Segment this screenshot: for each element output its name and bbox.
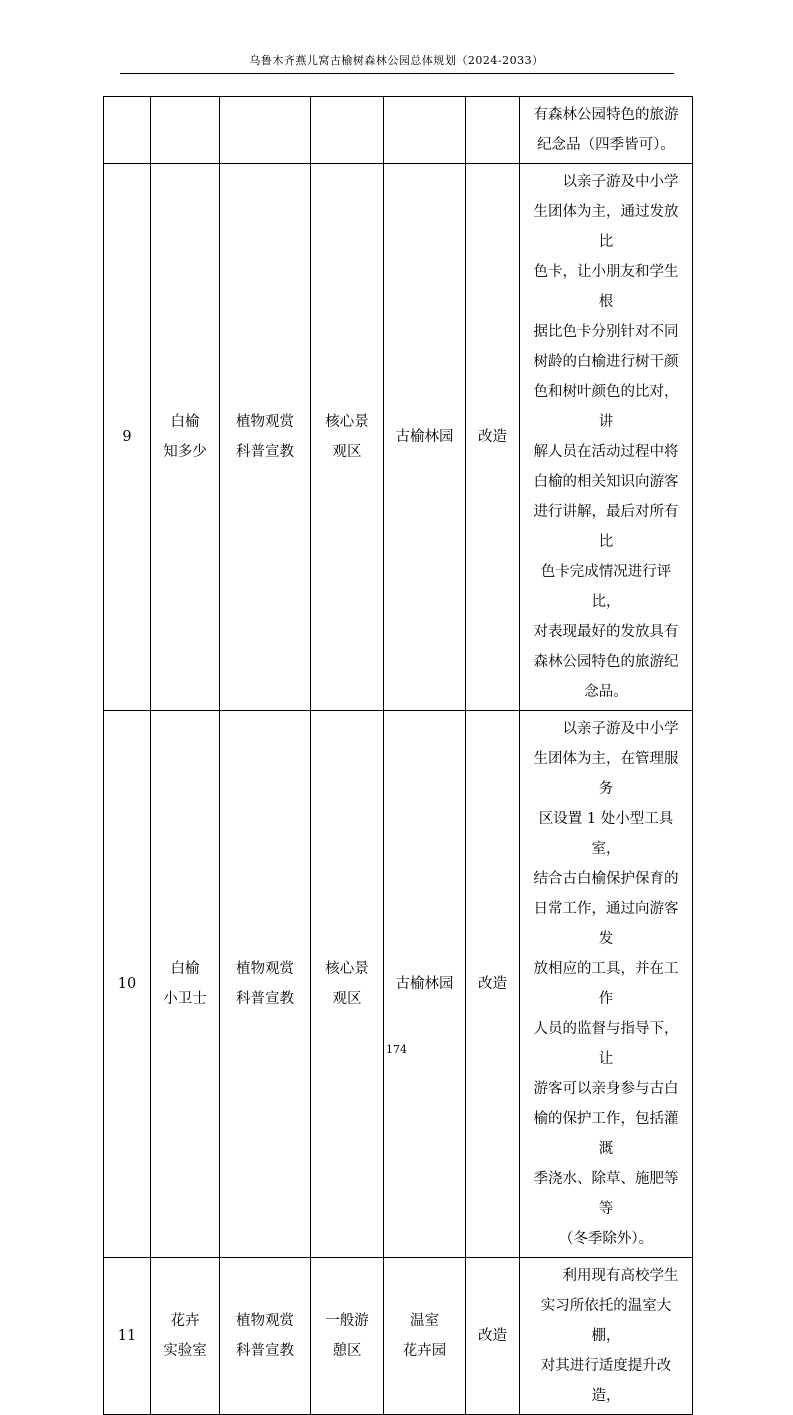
cell-type [466,97,520,164]
description-line: 纪念品（四季皆可）。 [537,137,675,153]
category-line: 植物观赏 [236,1313,294,1329]
cell-category [220,1258,311,1415]
zone-line: 核心景 [325,414,369,430]
description-line: 以亲子游及中小学 [562,174,679,190]
page-header: 乌鲁木齐燕儿窝古榆树森林公园总体规划（2024-2033） [249,54,544,67]
table-row [104,1258,693,1415]
description-line: 对其进行适度提升改造， [540,1358,672,1404]
description-line: 区设置 1 处小型工具室， [538,811,674,857]
cell-description [520,711,693,1258]
table-row [104,164,693,711]
cell-category [220,164,311,711]
header-rule [120,73,674,74]
site-line: 古榆林园 [395,976,454,992]
cell-name [151,97,220,164]
site-line: 花卉园 [402,1343,447,1359]
category-line: 植物观赏 [236,961,294,977]
cell-site [384,711,466,1258]
cell-site [384,97,466,164]
cell-category [220,97,311,164]
description-line: 以亲子游及中小学 [562,721,679,737]
cell-zone [311,97,384,164]
table-row [104,711,693,1258]
name-line: 实验室 [163,1343,207,1359]
description-line: 色和树叶颜色的比对，讲 [533,384,679,430]
site-line: 古榆林园 [395,429,454,445]
cell-site [384,164,466,711]
zone-line: 核心景 [325,961,369,977]
cell-number [104,97,151,164]
type-value: 改造 [478,1328,507,1344]
description-line: 实习所依托的温室大棚， [540,1298,672,1344]
cell-category [220,711,311,1258]
name-line: 白榆 [170,961,200,977]
cell-name [151,711,220,1258]
name-line: 小卫士 [163,991,207,1007]
cell-description [520,1258,693,1415]
description-line: 树龄的白榆进行树干颜 [533,354,679,370]
number-value: 11 [117,1328,137,1344]
table-row [104,97,693,164]
cell-zone [311,711,384,1258]
description-line: 森林公园特色的旅游纪 [533,654,679,670]
name-line: 知多少 [163,444,207,460]
description-line: 榆的保护工作，包括灌溉 [533,1111,679,1157]
description-line: 结合古白榆保护保育的 [533,871,679,887]
description-line: 生团体为主，在管理服务 [533,751,679,797]
category-line: 科普宣教 [236,444,294,460]
cell-description [520,164,693,711]
cell-site [384,1258,466,1415]
description-line: 对表现最好的发放具有 [533,624,679,640]
description-line: 据比色卡分别针对不同 [533,324,679,340]
description-line: 生团体为主，通过发放比 [533,204,679,250]
category-line: 科普宣教 [236,1343,294,1359]
zone-line: 观区 [332,444,362,460]
cell-name [151,164,220,711]
type-value: 改造 [478,976,507,992]
cell-name [151,1258,220,1415]
description-line: 色卡完成情况进行评比， [540,564,672,610]
page-number: 174 [386,1043,407,1056]
cell-number [104,1258,151,1415]
number-value: 10 [117,976,137,992]
zone-line: 一般游 [325,1313,369,1329]
description-line: 季浇水、除草、施肥等等 [533,1171,679,1217]
site-line: 温室 [410,1313,439,1329]
type-value: 改造 [478,429,507,445]
description-line: 游客可以亲身参与古白 [533,1081,679,1097]
cell-type [466,711,520,1258]
description-line: 色卡，让小朋友和学生根 [533,264,679,310]
category-line: 科普宣教 [236,991,294,1007]
category-line: 植物观赏 [236,414,294,430]
name-line: 花卉 [170,1313,200,1329]
description-line: 有森林公园特色的旅游 [533,107,679,123]
description-line: 进行讲解，最后对所有比 [533,504,679,550]
description-line: 解人员在活动过程中将 [533,444,679,460]
description-line: 放相应的工具，并在工作 [533,961,679,1007]
cell-number [104,164,151,711]
number-value: 9 [122,429,132,445]
description-line: 念品。 [584,684,628,700]
cell-description [520,97,693,164]
name-line: 白榆 [170,414,200,430]
description-line: 日常工作，通过向游客发 [533,901,679,947]
description-line: 白榆的相关知识向游客 [533,474,679,490]
zone-line: 观区 [332,991,362,1007]
description-line: 人员的监督与指导下，让 [533,1021,679,1067]
description-line: （冬季除外）。 [558,1231,654,1247]
cell-type [466,1258,520,1415]
cell-zone [311,1258,384,1415]
cell-type [466,164,520,711]
cell-zone [311,164,384,711]
zone-line: 憩区 [332,1343,362,1359]
cell-number [104,711,151,1258]
plan-table [103,96,693,1415]
description-line: 利用现有高校学生 [562,1268,679,1284]
